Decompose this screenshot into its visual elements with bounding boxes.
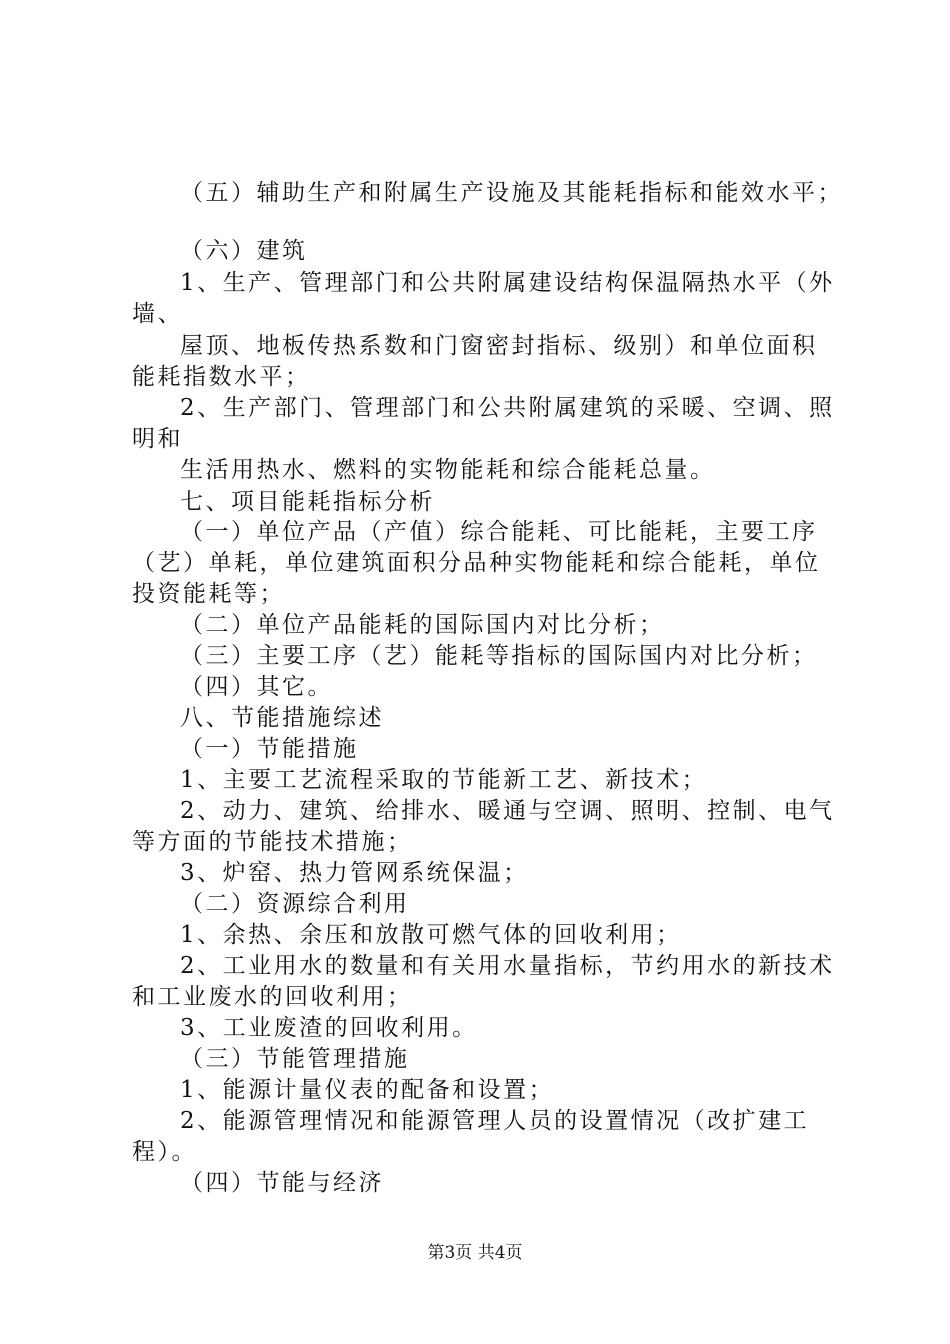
text-line: （艺）单耗，单位建筑面积分品种实物能耗和综合能耗，单位 [132, 550, 821, 576]
text-line: 3、炉窑、热力管网系统保温； [180, 860, 529, 886]
text-line: 1、生产、管理部门和公共附属建设结构保温隔热水平（外 [180, 270, 835, 296]
text-line: 屋顶、地板传热系数和门窗密封指标、级别）和单位面积 [180, 333, 818, 359]
text-line: 2、能源管理情况和能源管理人员的设置情况（改扩建工 [180, 1108, 810, 1134]
text-line: 能耗指数水平； [132, 364, 311, 390]
text-line: 1、能源计量仪表的配备和设置； [180, 1077, 555, 1103]
text-line: 墙、 [132, 301, 183, 327]
text-line: （五）辅助生产和附属生产设施及其能耗指标和能效水平； [180, 180, 843, 206]
text-line: 生活用热水、燃料的实物能耗和综合能耗总量。 [180, 457, 716, 483]
subsection-heading: （一）节能措施 [180, 736, 359, 762]
text-line: 1、余热、余压和放散可燃气体的回收利用； [180, 922, 682, 948]
page-number-footer: 第3页 共4页 [427, 1243, 523, 1263]
subsection-heading: （二）资源综合利用 [180, 891, 410, 917]
text-line: 2、生产部门、管理部门和公共附属建筑的采暖、空调、照 [180, 395, 835, 421]
subsection-heading: （四）节能与经济 [180, 1170, 384, 1196]
section-heading: （六）建筑 [180, 238, 308, 264]
text-line: （三）主要工序（艺）能耗等指标的国际国内对比分析； [180, 643, 818, 669]
text-line: 2、动力、建筑、给排水、暖通与空调、照明、控制、电气 [180, 798, 835, 824]
text-line: 程）。 [132, 1139, 197, 1165]
text-line: 2、工业用水的数量和有关用水量指标，节约用水的新技术 [180, 953, 835, 979]
section-heading: 七、项目能耗指标分析 [180, 489, 435, 515]
text-line: 投资能耗等； [132, 581, 285, 607]
text-line: 明和 [132, 426, 183, 452]
text-line: 1、主要工艺流程采取的节能新工艺、新技术； [180, 767, 708, 793]
text-line: （四）其它。 [180, 674, 333, 700]
text-line: 3、工业废渣的回收利用。 [180, 1015, 478, 1041]
subsection-heading: （三）节能管理措施 [180, 1046, 410, 1072]
text-line: 等方面的节能技术措施； [132, 829, 413, 855]
text-line: （一）单位产品（产值）综合能耗、可比能耗，主要工序 [180, 519, 818, 545]
section-heading: 八、节能措施综述 [180, 705, 384, 731]
text-line: 和工业废水的回收利用； [132, 984, 413, 1010]
text-line: （二）单位产品能耗的国际国内对比分析； [180, 612, 665, 638]
